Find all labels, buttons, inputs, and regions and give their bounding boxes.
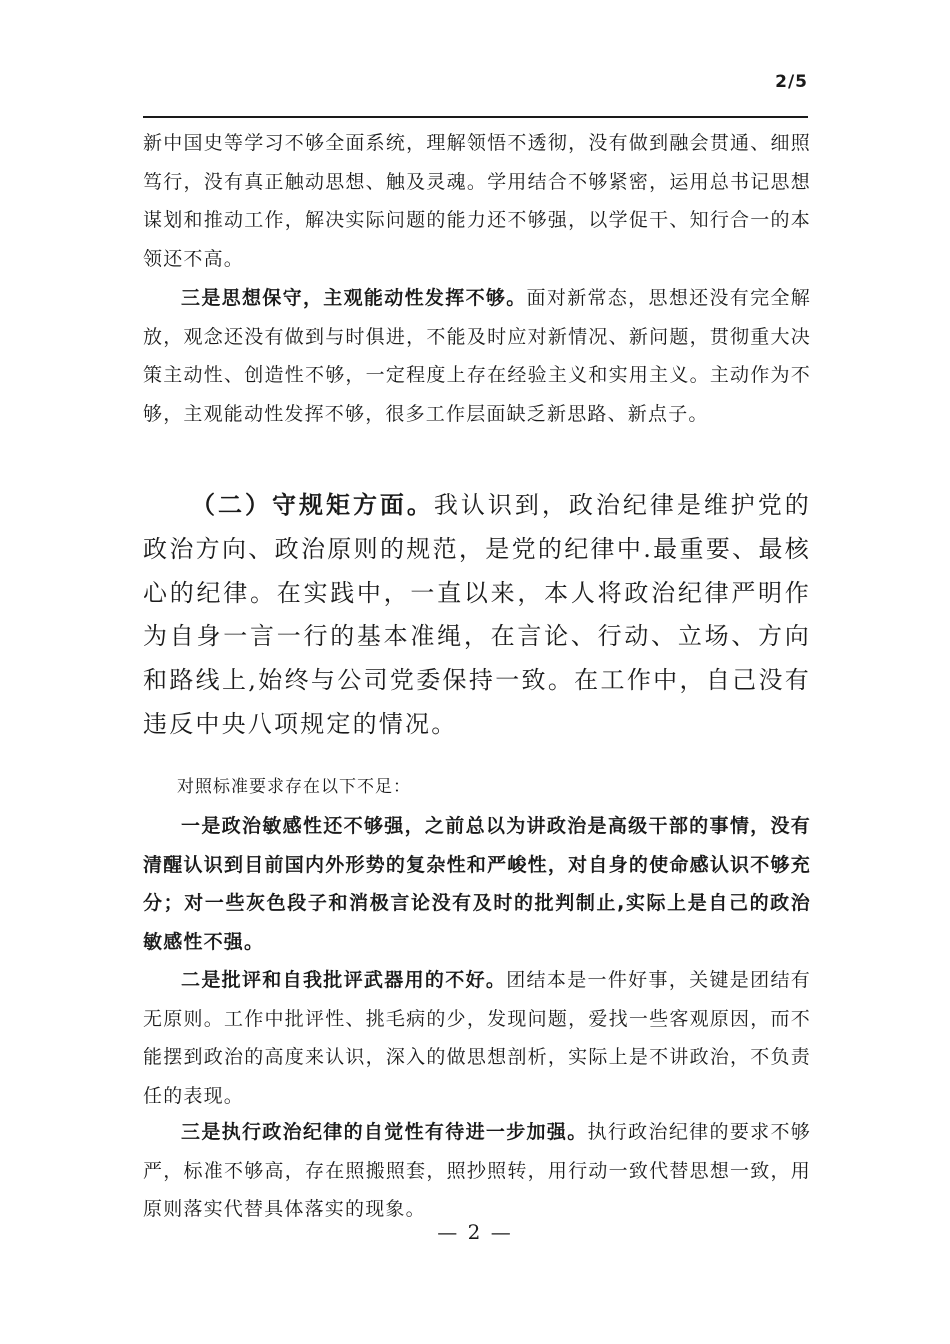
paragraph-lead: 三是执行政治纪律的自觉性有待进一步加强。 bbox=[181, 1121, 588, 1143]
paragraph-study: 新中国史等学习不够全面系统，理解领悟不透彻，没有做到融会贯通、细照笃行，没有真正触动思想、触及灵魂。学用结合不够紧密，运用总书记思想谋划和推动工作，解决实际问题的能力还不够强，以学促干、知行合一的本领还不高。 bbox=[143, 132, 811, 270]
paragraph-political-sensitivity: 一是政治敏感性还不够强，之前总以为讲政治是高级干部的事情，没有清醒认识到目前国内外形势的复杂性和严峻性，对自身的使命感认识不够充分；对一些灰色段子和消极言论没有及时的批判制止,实际上是自己的政治敏感性不强。 bbox=[143, 815, 811, 953]
page-header bbox=[143, 70, 808, 118]
paragraph-body: 团结本是一件好事，关键是团结有无原则。工作中批评性、挑毛病的少，发现问题，爱找一些客观原因，而不能摆到政治的高度来认识，深入的做思想剖析，实际上是不讲政治，不负责任的表现。 bbox=[143, 969, 811, 1107]
paragraph-body: 我认识到，政治纪律是维护党的政治方向、政治原则的规范，是党的纪律中.最重要、最核心的纪律。在实践中，一直以来，本人将政治纪律严明作为自身一言一行的基本准绳，在言论、行动、立场、方向和路线上,始终与公司党委保持一致。在工作中，自己没有违反中央八项规定的情况。 bbox=[143, 491, 811, 738]
paragraph-conservative-thinking bbox=[143, 279, 811, 433]
paragraph-criticism bbox=[143, 961, 811, 1115]
paragraph-body: 面对新常态，思想还没有完全解放，观念还没有做到与时俱进，不能及时应对新情况、新问题，贯彻重大决策主动性、创造性不够，一定程度上存在经验主义和实用主义。主动作为不够，主观能动性发挥不够，很多工作层面缺乏新思路、新点子。 bbox=[143, 287, 811, 425]
page-number: — 2 — bbox=[437, 1220, 513, 1244]
paragraph-lead: 二是批评和自我批评武器用的不好。 bbox=[181, 969, 507, 991]
paragraph-rules-section bbox=[143, 484, 811, 747]
page-counter: 2/5 bbox=[775, 72, 808, 92]
paragraph-lead: 三是思想保守，主观能动性发挥不够。 bbox=[181, 287, 527, 309]
paragraph-body: 执行政治纪律的要求不够严，标准不够高，存在照搬照套，照抄照转，用行动一致代替思想一致，用原则落实代替具体落实的现象。 bbox=[143, 1121, 811, 1221]
section-heading: （二）守规矩方面。 bbox=[191, 491, 434, 519]
paragraph-discipline bbox=[143, 1113, 811, 1229]
paragraph-shortcomings-intro: 对照标准要求存在以下不足： bbox=[177, 777, 411, 797]
